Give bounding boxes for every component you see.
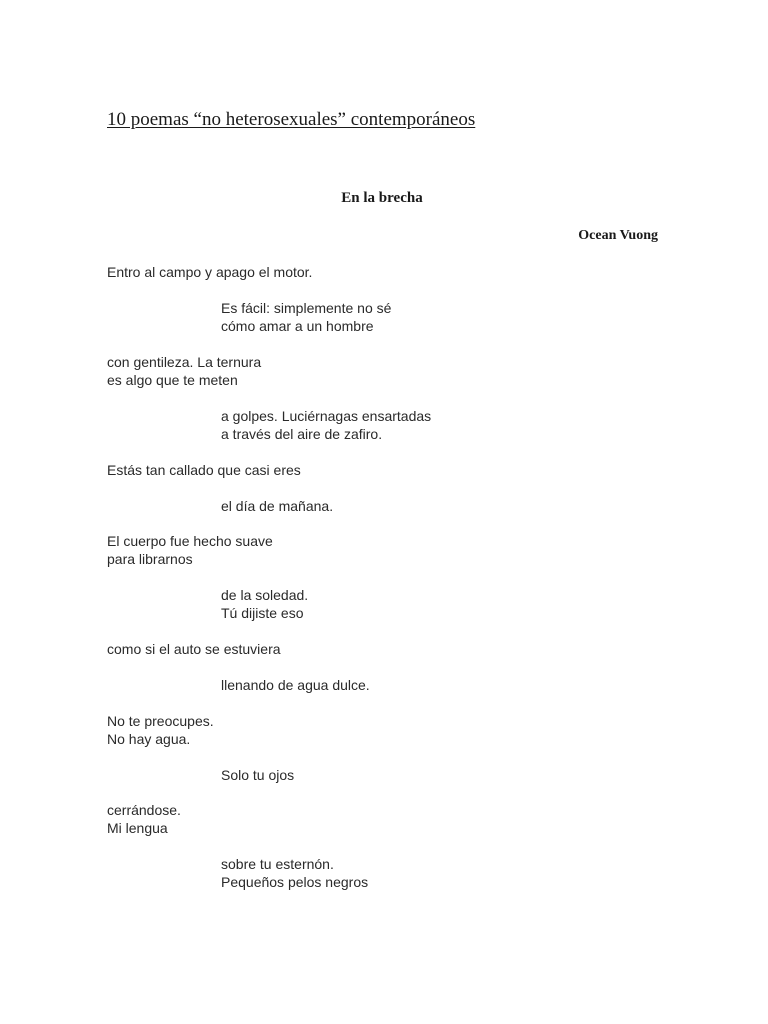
poem-line: el día de mañana. bbox=[221, 498, 334, 514]
poem-line: Tú dijiste eso bbox=[221, 605, 304, 621]
poem-line: El cuerpo fue hecho suave bbox=[107, 533, 273, 549]
poem-line: cerrándose. bbox=[107, 802, 181, 818]
poem-line: Pequeños pelos negros bbox=[221, 874, 369, 890]
poem-line: llenando de agua dulce. bbox=[221, 677, 370, 693]
poem-line: Estás tan callado que casi eres bbox=[107, 462, 301, 478]
poem-line: No hay agua. bbox=[107, 731, 191, 747]
poem-line: para librarnos bbox=[107, 551, 193, 567]
poem-line: No te preocupes. bbox=[107, 713, 214, 729]
poem-line: es algo que te meten bbox=[107, 372, 238, 388]
poem-title: En la brecha bbox=[341, 190, 423, 206]
poem-line: a golpes. Luciérnagas ensartadas bbox=[221, 408, 432, 424]
poem-line: Es fácil: simplemente no sé bbox=[221, 300, 392, 316]
poem-line: Mi lengua bbox=[107, 820, 168, 836]
poem-line: Entro al campo y apago el motor. bbox=[107, 264, 313, 280]
document-title: 10 poemas “no heterosexuales” contemporáneos bbox=[107, 109, 476, 130]
poem-line: con gentileza. La ternura bbox=[107, 354, 262, 370]
poem-line: de la soledad. bbox=[221, 587, 309, 603]
poem-line: como si el auto se estuviera bbox=[107, 641, 281, 657]
poem-author: Ocean Vuong bbox=[578, 228, 658, 243]
poem-line: a través del aire de zafiro. bbox=[221, 426, 383, 442]
poem-line: cómo amar a un hombre bbox=[221, 318, 374, 334]
poem-line: sobre tu esternón. bbox=[221, 856, 334, 872]
poem-line: Solo tu ojos bbox=[221, 767, 295, 783]
